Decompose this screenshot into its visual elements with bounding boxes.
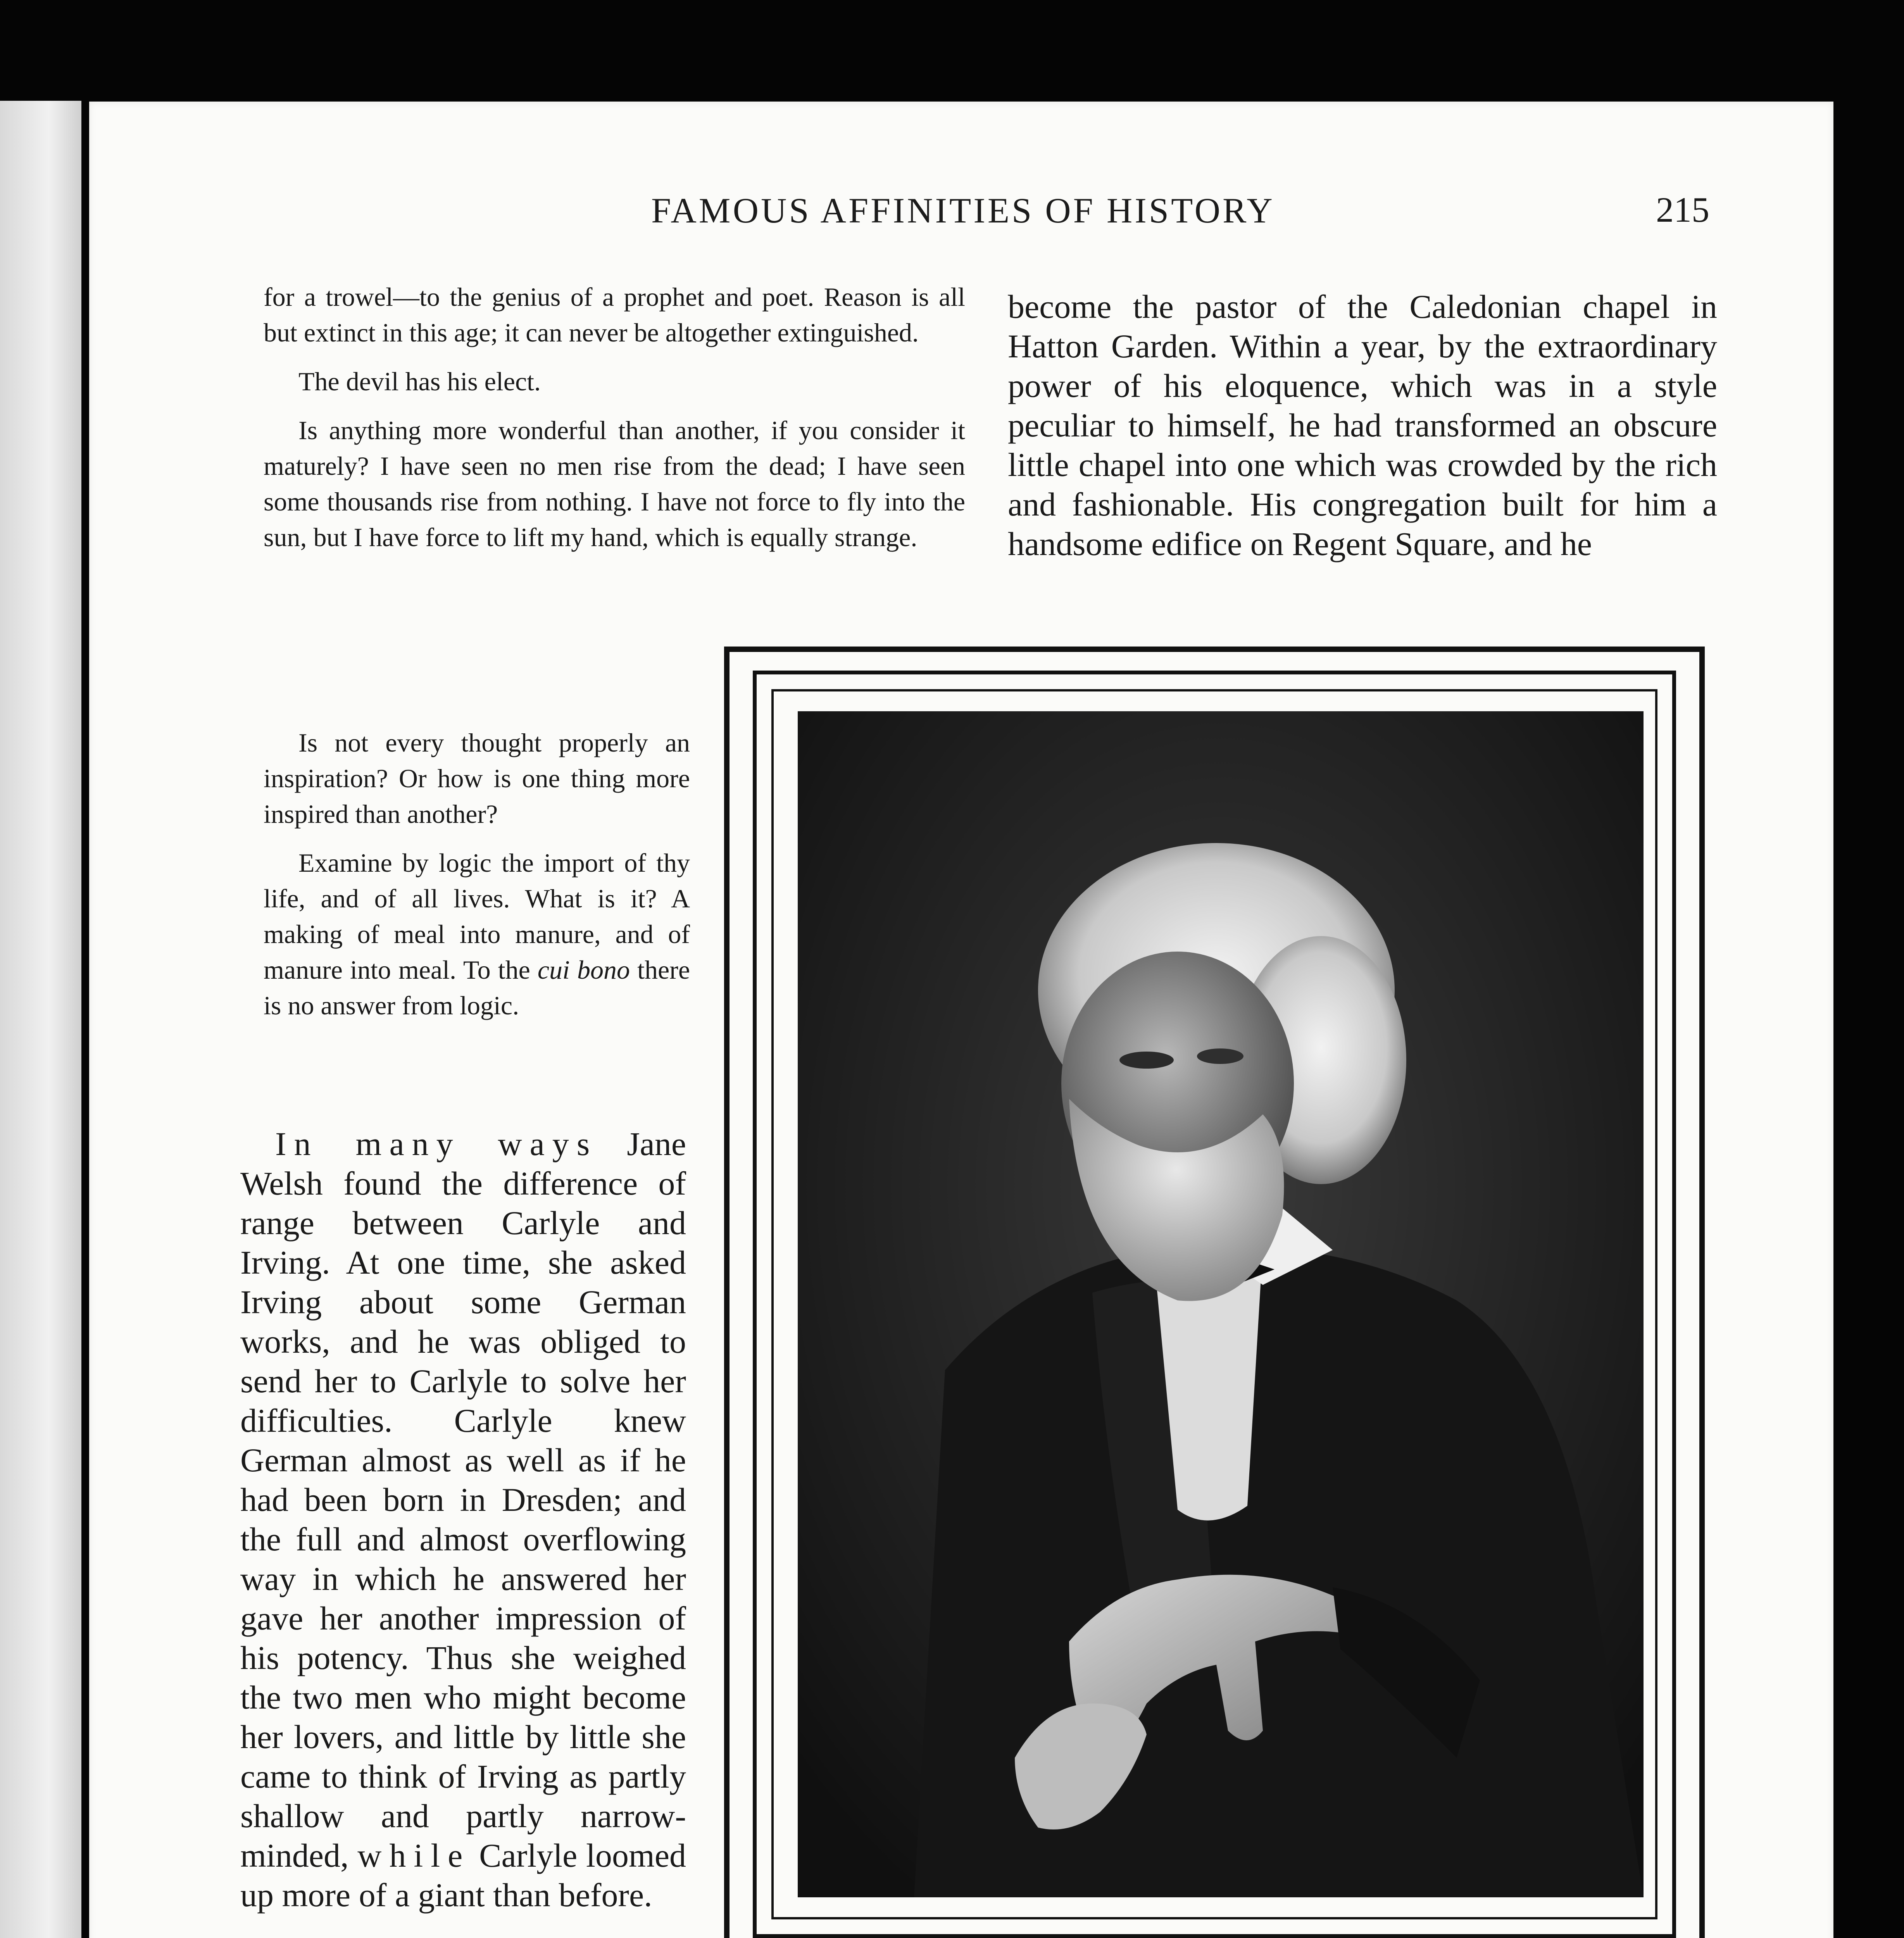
spaced-word: while (357, 1837, 471, 1874)
quote-paragraph: Is not every thought properly an inspiration? Or how is one thing more inspired than another? (264, 728, 690, 829)
portrait-illustration (798, 711, 1644, 1897)
quote-paragraph: for a trowel—to the genius of a prophet and poet. Reason is all but extinct in this age; it can never be altogether extinguished. (264, 282, 965, 347)
quote-paragraph (264, 845, 690, 1023)
body-paragraph (240, 1124, 686, 1915)
running-head: FAMOUS AFFINITIES OF HISTORY (651, 191, 1275, 230)
left-column-text (240, 1124, 686, 1915)
quote-paragraph: The devil has his elect. (298, 367, 541, 396)
quote-block-wide (264, 279, 965, 556)
quote-text: there is no answer from logic. (264, 955, 690, 1020)
quote-paragraph: Is anything more wonderful than another, if you consider it maturely? I have seen no men rise from the dead; I have seen some thousands rise from nothing. I have not force to fly into the sun, but I have force to lift my hand, which is equally strange. (264, 416, 965, 552)
right-column-top (1008, 287, 1717, 564)
quote-italic-term: cui bono (537, 955, 630, 985)
body-text: Carlyle loomed up more of a giant than before. (240, 1837, 686, 1914)
page-number: 215 (1656, 190, 1709, 229)
body-paragraph: become the pastor of the Caledonian chapel in Hatton Garden. Within a year, by the extraordinary power of his eloquence, which was in a style peculiar to himself, he had transformed an obscure little chapel into one which was crowded by the rich and fashionable. His congregation built for him a handsome edifice on Regent Square, and he (1008, 288, 1717, 562)
body-text: Jane Welsh found the difference of range between Carlyle and Irving. At one time, she asked Irving about some German works, and he was obliged to send her to Carlyle to solve her difficulties. Carlyle knew German almost as well as if he had been born in Dresden; and the full and almost overflowing way in which he answered her gave her another impression of his potency. Thus she weighed the two men who might become her lovers, and little by little she came to think of Irving as partly shallow and partly narrow-minded, (240, 1125, 686, 1874)
quote-block-narrow (264, 694, 690, 1023)
quote-text: Examine by logic the import of thy life, and of all lives. What is it? A making of meal into manure, and of manure into meal. To the (264, 848, 690, 985)
spaced-lead-words: In many ways (275, 1125, 598, 1162)
previous-page-edge (0, 101, 81, 1938)
portrait-photograph (798, 711, 1644, 1897)
